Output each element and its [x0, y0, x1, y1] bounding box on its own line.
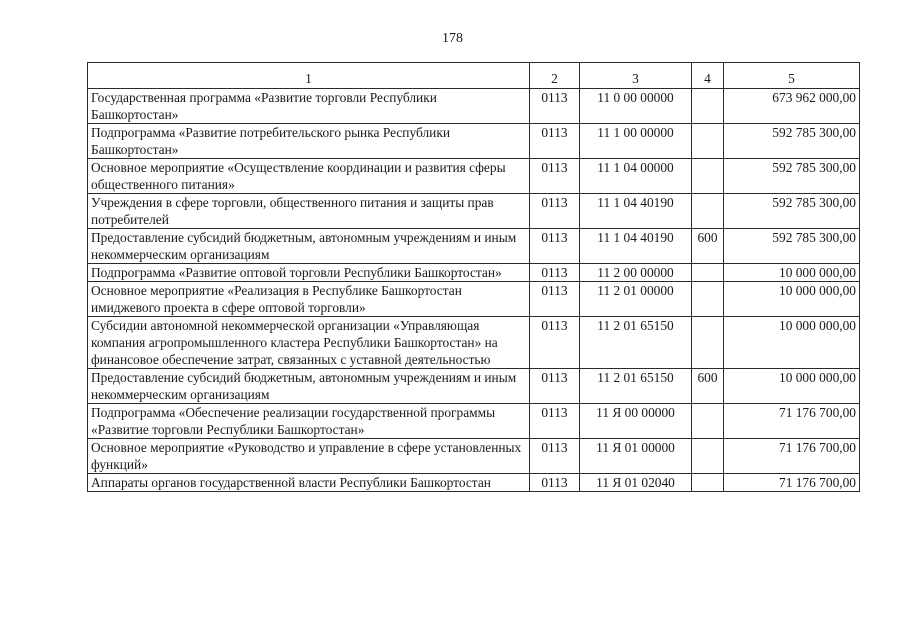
row-amount: 10 000 000,00 — [724, 369, 860, 404]
row-type — [692, 439, 724, 474]
row-amount: 592 785 300,00 — [724, 194, 860, 229]
row-section: 0113 — [530, 229, 580, 264]
header-col-4: 4 — [692, 63, 724, 89]
page-number: 178 — [442, 31, 463, 46]
budget-table — [87, 62, 860, 492]
row-section: 0113 — [530, 194, 580, 229]
row-amount: 592 785 300,00 — [724, 124, 860, 159]
row-name: Государственная программа «Развитие торговли Республики Башкортостан» — [88, 89, 530, 124]
table-row — [88, 159, 860, 194]
row-amount: 71 176 700,00 — [724, 404, 860, 439]
row-section: 0113 — [530, 317, 580, 369]
row-name: Подпрограмма «Развитие потребительского рынка Республики Башкортостан» — [88, 124, 530, 159]
row-code: 11 Я 01 00000 — [580, 439, 692, 474]
row-type — [692, 282, 724, 317]
row-type: 600 — [692, 229, 724, 264]
row-code: 11 1 00 00000 — [580, 124, 692, 159]
row-section: 0113 — [530, 474, 580, 492]
row-name: Предоставление субсидий бюджетным, автономным учреждениям и иным некоммерческим организациям — [88, 229, 530, 264]
row-code: 11 2 01 65150 — [580, 317, 692, 369]
row-amount: 592 785 300,00 — [724, 229, 860, 264]
row-code: 11 2 00 00000 — [580, 264, 692, 282]
row-section: 0113 — [530, 369, 580, 404]
row-code: 11 2 01 65150 — [580, 369, 692, 404]
row-type — [692, 404, 724, 439]
table-row — [88, 194, 860, 229]
row-amount: 592 785 300,00 — [724, 159, 860, 194]
row-name: Подпрограмма «Обеспечение реализации государственной программы «Развитие торговли Республики Башкортостан» — [88, 404, 530, 439]
table-row — [88, 89, 860, 124]
row-type — [692, 159, 724, 194]
table-row — [88, 229, 860, 264]
row-name: Основное мероприятие «Реализация в Республике Башкортостан имиджевого проекта в сфере оптовой торговли» — [88, 282, 530, 317]
row-amount: 10 000 000,00 — [724, 264, 860, 282]
row-amount: 71 176 700,00 — [724, 439, 860, 474]
table-row — [88, 474, 860, 492]
header-col-1: 1 — [88, 63, 530, 89]
row-type — [692, 194, 724, 229]
row-type — [692, 317, 724, 369]
row-name: Основное мероприятие «Осуществление координации и развития сферы общественного питания» — [88, 159, 530, 194]
row-section: 0113 — [530, 159, 580, 194]
row-amount: 10 000 000,00 — [724, 282, 860, 317]
row-section: 0113 — [530, 124, 580, 159]
row-section: 0113 — [530, 264, 580, 282]
row-type — [692, 124, 724, 159]
row-code: 11 2 01 00000 — [580, 282, 692, 317]
row-name: Подпрограмма «Развитие оптовой торговли Республики Башкортостан» — [88, 264, 530, 282]
row-name: Предоставление субсидий бюджетным, автономным учреждениям и иным некоммерческим организациям — [88, 369, 530, 404]
row-name: Субсидии автономной некоммерческой организации «Управляющая компания агропромышленного кластера Республики Башкортостан» на финансовое обеспечение затрат, связанных с уставной деятельностью — [88, 317, 530, 369]
row-name: Учреждения в сфере торговли, общественного питания и защиты прав потребителей — [88, 194, 530, 229]
row-section: 0113 — [530, 282, 580, 317]
row-section: 0113 — [530, 404, 580, 439]
table-row — [88, 439, 860, 474]
table-row — [88, 124, 860, 159]
row-section: 0113 — [530, 89, 580, 124]
table-row — [88, 369, 860, 404]
header-col-2: 2 — [530, 63, 580, 89]
header-col-5: 5 — [724, 63, 860, 89]
table-row — [88, 282, 860, 317]
table-row — [88, 404, 860, 439]
row-type — [692, 89, 724, 124]
row-code: 11 Я 00 00000 — [580, 404, 692, 439]
row-section: 0113 — [530, 439, 580, 474]
row-type — [692, 264, 724, 282]
row-amount: 10 000 000,00 — [724, 317, 860, 369]
row-type: 600 — [692, 369, 724, 404]
row-name: Аппараты органов государственной власти Республики Башкортостан — [88, 474, 530, 492]
row-amount: 71 176 700,00 — [724, 474, 860, 492]
row-code: 11 Я 01 02040 — [580, 474, 692, 492]
row-code: 11 1 04 40190 — [580, 229, 692, 264]
table-header-row — [88, 63, 860, 89]
row-amount: 673 962 000,00 — [724, 89, 860, 124]
row-type — [692, 474, 724, 492]
table-row — [88, 264, 860, 282]
table-row — [88, 317, 860, 369]
row-code: 11 0 00 00000 — [580, 89, 692, 124]
row-code: 11 1 04 40190 — [580, 194, 692, 229]
row-code: 11 1 04 00000 — [580, 159, 692, 194]
header-col-3: 3 — [580, 63, 692, 89]
row-name: Основное мероприятие «Руководство и управление в сфере установленных функций» — [88, 439, 530, 474]
